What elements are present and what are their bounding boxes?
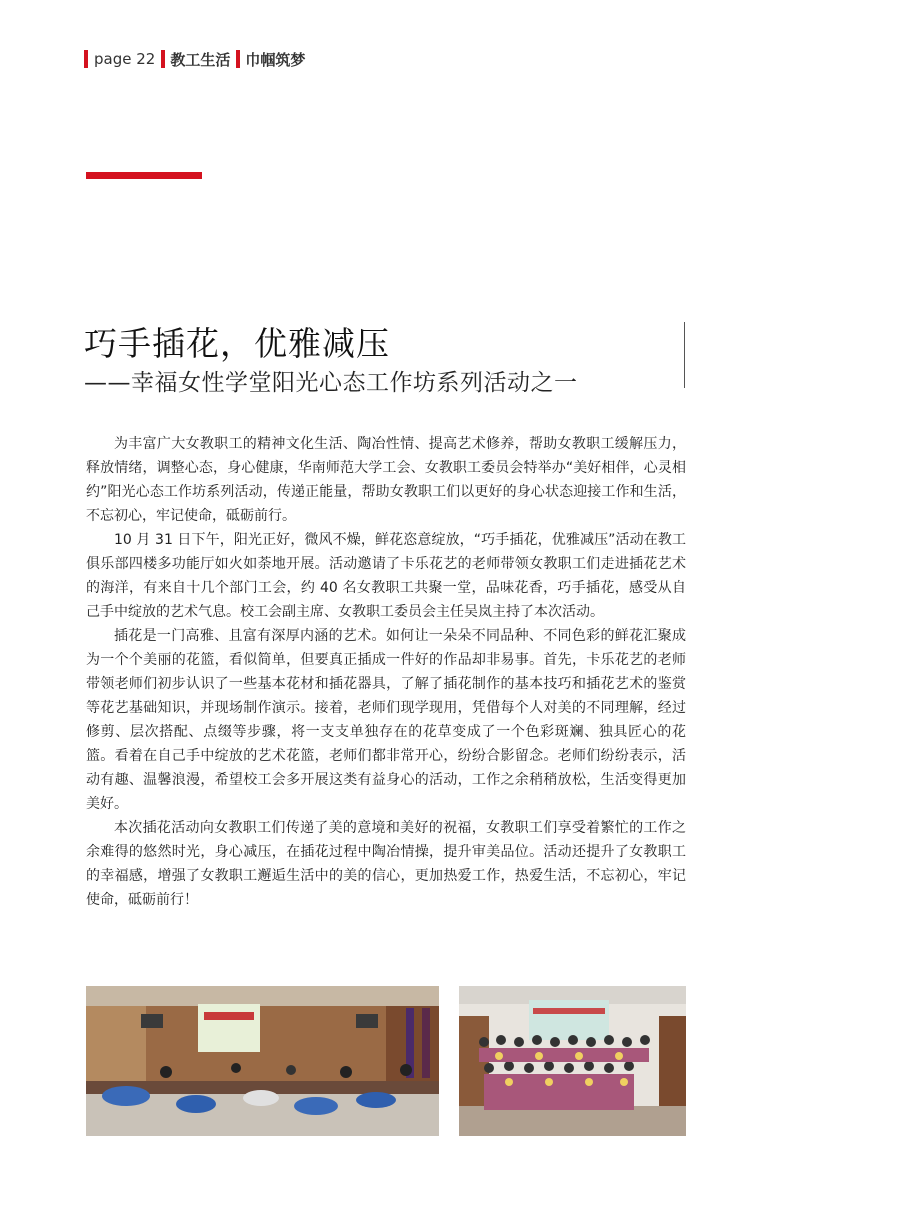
header-separator: [161, 50, 165, 68]
section-name: 教工生活: [170, 50, 231, 69]
page-number: page 22: [94, 50, 156, 68]
paragraph: 为丰富广大女教职工的精神文化生活、陶冶性情、提高艺术修养，帮助女教职工缓解压力，释放情绪，调整心态，身心健康，华南师范大学工会、女教职工委员会特举办“美好相伴，心灵相约”阳光心态工作坊系列活动，传递正能量，帮助女教职工们以更好的身心状态迎接工作和生活，不忘初心，牢记使命，砥砺前行。: [86, 436, 686, 524]
title-divider: [684, 322, 685, 388]
paragraph: 10 月 31 日下午，阳光正好，微风不燥，鲜花恣意绽放，“巧手插花，优雅减压”活动在教工俱乐部四楼多功能厅如火如荼地开展。活动邀请了卡乐花艺的老师带领女教职工们走进插花艺术的海洋，有来自十几个部门工会，约 40 名女教职工共聚一堂，品味花香，巧手插花，感受从自己手中绽放的艺术气息。校工会副主席、女教职工委员会主任吴岚主持了本次活动。: [86, 532, 686, 620]
article-body: [86, 432, 686, 912]
header-separator: [236, 50, 240, 68]
paragraph: 本次插花活动向女教职工们传递了美的意境和美好的祝福，女教职工们享受着繁忙的工作之余难得的悠然时光，身心减压，在插花过程中陶冶情操，提升审美品位。活动还提升了女教职工的幸福感，增强了女教职工邂逅生活中的美的信心，更加热爱工作，热爱生活，不忘初心，牢记使命，砥砺前行！: [86, 820, 686, 908]
photo-workshop-room: [86, 986, 439, 1136]
paragraph: 插花是一门高雅、且富有深厚内涵的艺术。如何让一朵朵不同品种、不同色彩的鲜花汇聚成为一个个美丽的花篮，看似简单，但要真正插成一件好的作品却非易事。首先，卡乐花艺的老师带领老师们初步认识了一些基本花材和插花器具，了解了插花制作的基本技巧和插花艺术的鉴赏等花艺基础知识，并现场制作演示。接着，老师们现学现用，凭借每个人对美的不同理解，经过修剪、层次搭配、点缀等步骤，将一支支单独存在的花草变成了一个色彩斑斓、独具匠心的花篮。看着在自己手中绽放的艺术花篮，老师们都非常开心，纷纷合影留念。老师们纷纷表示，活动有趣、温馨浪漫，希望校工会多开展这类有益身心的活动，工作之余稍稍放松，生活变得更加美好。: [86, 628, 686, 812]
red-accent-rule: [86, 172, 202, 179]
article-title: 巧手插花，优雅减压: [84, 324, 390, 363]
article-subtitle: ——幸福女性学堂阳光心态工作坊系列活动之一: [84, 370, 578, 396]
column-name: 巾帼筑梦: [245, 50, 306, 69]
header-red-bar: [84, 50, 88, 68]
page-header: [84, 48, 305, 70]
photo-group-picture: [459, 986, 686, 1136]
